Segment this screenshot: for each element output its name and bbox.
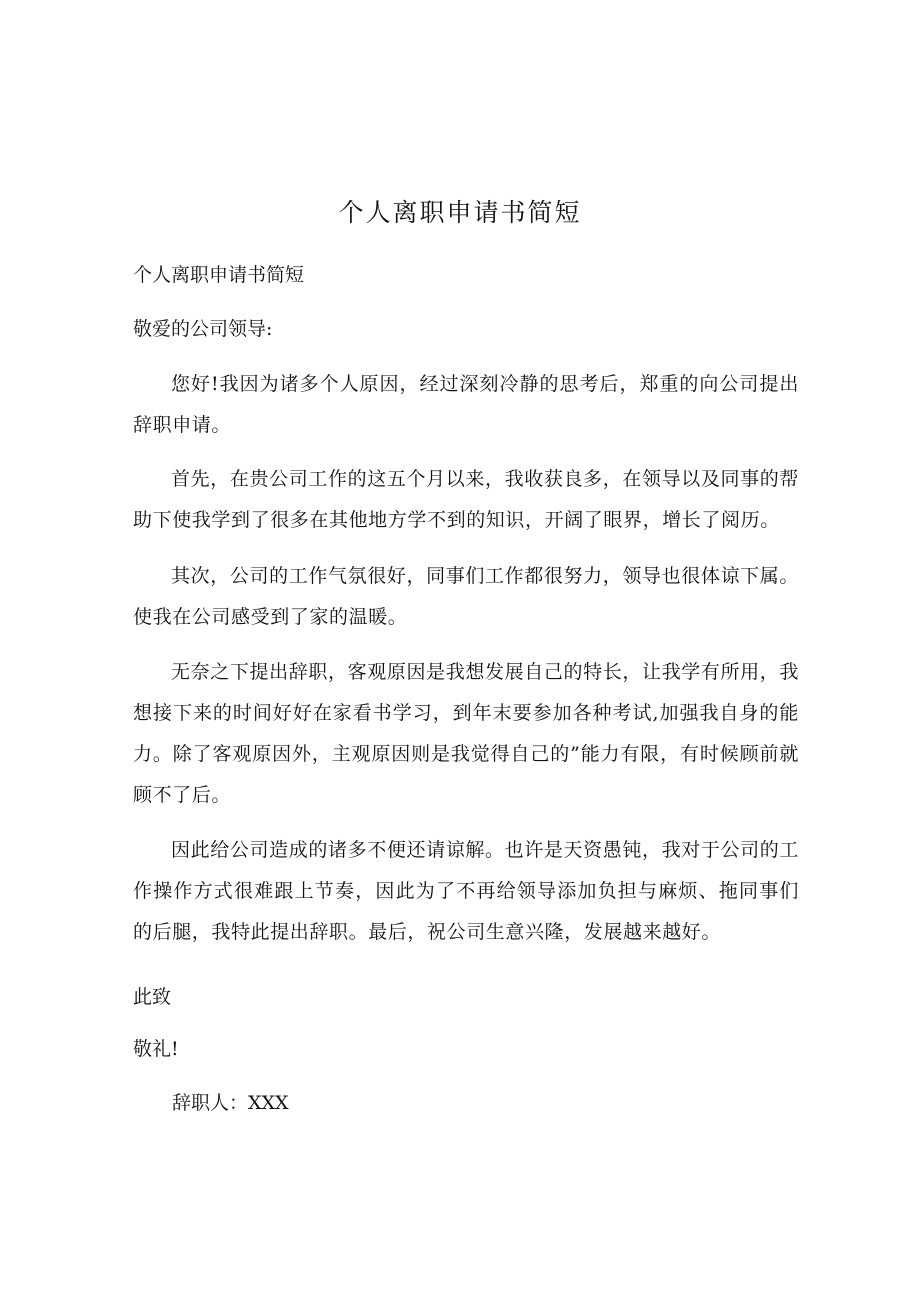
closing-salute: 敬礼! bbox=[133, 1038, 179, 1060]
signature: 辞职人：XXX bbox=[172, 1092, 289, 1114]
paragraph-2: 首先，在贵公司工作的这五个月以来，我收获良多，在领导以及同事的帮助下使我学到了很多在其他地方学不到的知识，开阔了眼界，增长了阅历。 bbox=[133, 468, 799, 531]
page-title: 个人离职申请书简短 bbox=[338, 198, 582, 227]
document-subtitle: 个人离职申请书简短 bbox=[133, 264, 305, 286]
paragraph-1: 您好!我因为诸多个人原因，经过深刻冷静的思考后，郑重的向公司提出辞职申请。 bbox=[133, 373, 799, 436]
paragraph-5: 因此给公司造成的诸多不便还请谅解。也许是天资愚钝，我对于公司的工作操作方式很难跟上节奏，因此为了不再给领导添加负担与麻烦、拖同事们的后腿，我特此提出辞职。最后，祝公司生意兴隆，发展越来越好。 bbox=[133, 839, 799, 943]
closing-regards: 此致 bbox=[133, 986, 172, 1008]
salutation: 敬爱的公司领导: bbox=[133, 318, 273, 340]
paragraph-3: 其次，公司的工作气氛很好，同事们工作都很努力，领导也很体谅下属。使我在公司感受到了家的温暖。 bbox=[133, 565, 799, 628]
paragraph-4: 无奈之下提出辞职，客观原因是我想发展自己的特长，让我学有所用，我想接下来的时间好好在家看书学习，到年末要参加各种考试,加强我自身的能力。除了客观原因外，主观原因则是我觉得自己的”能力有限，有时候顾前就顾不了后。 bbox=[133, 661, 799, 806]
